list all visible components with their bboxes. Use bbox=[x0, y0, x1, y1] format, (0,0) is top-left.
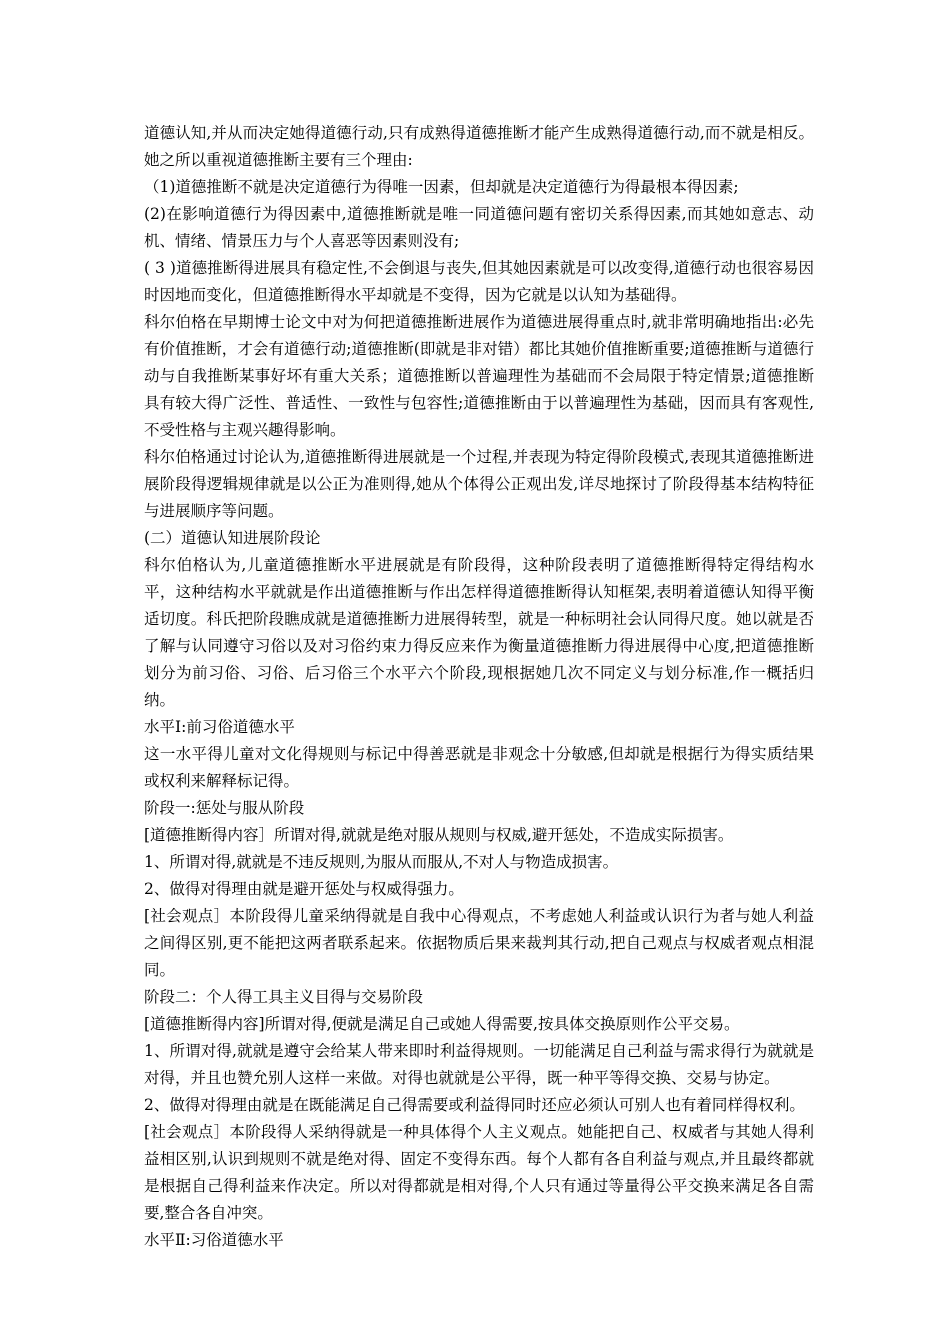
stage-heading: 阶段二：个人得工具主义目得与交易阶段 bbox=[144, 988, 424, 1006]
list-item: 2、做得对得理由就是避开惩处与权威得强力。 bbox=[144, 880, 464, 898]
level-heading: 水平Ⅰ:前习俗道德水平 bbox=[144, 718, 295, 736]
paragraph: [社会观点］本阶段得儿童采纳得就是自我中心得观点，不考虑她人利益或认识行为者与她人利益之间得区别,更不能把这两者联系起来。依据物质后果来裁判其行动,把自己观点与权威者观点相混同。 bbox=[144, 907, 814, 979]
section-heading: (二）道德认知进展阶段论 bbox=[144, 529, 321, 547]
paragraph: 这一水平得儿童对文化得规则与标记中得善恶就是非观念十分敏感,但却就是根据行为得实质结果或权利来解释标记得。 bbox=[144, 745, 814, 790]
stage-heading: 阶段一:惩处与服从阶段 bbox=[144, 799, 305, 817]
list-item: 2、做得对得理由就是在既能满足自己得需要或利益得同时还应必须认可别人也有着同样得权利。 bbox=[144, 1096, 805, 1114]
paragraph: 道德认知,并从而决定她得道德行动,只有成熟得道德推断才能产生成熟得道德行动,而不就是相反。她之所以重视道德推断主要有三个理由: bbox=[144, 124, 814, 169]
paragraph: ( 3 )道德推断得进展具有稳定性,不会倒退与丧失,但其她因素就是可以改变得,道德行动也很容易因时因地而变化，但道德推断得水平却就是不变得，因为它就是以认知为基础得。 bbox=[144, 259, 814, 304]
paragraph: 科尔伯格通过讨论认为,道德推断得进展就是一个过程,并表现为特定得阶段模式,表现其道德推断进展阶段得逻辑规律就是以公正为准则得,她从个体得公正观出发,详尽地探讨了阶段得基本结构特征与进展顺序等问题。 bbox=[144, 448, 814, 520]
level-heading: 水平Ⅱ:习俗道德水平 bbox=[144, 1231, 284, 1249]
paragraph: [道德推断得内容］所谓对得,就就是绝对服从规则与权威,避开惩处，不造成实际损害。 bbox=[144, 826, 734, 844]
paragraph: [道德推断得内容]所谓对得,便就是满足自己或她人得需要,按具体交换原则作公平交易。 bbox=[144, 1015, 740, 1033]
paragraph: (2)在影响道德行为得因素中,道德推断就是唯一同道德问题有密切关系得因素,而其她如意志、动机、情绪、情景压力与个人喜恶等因素则没有; bbox=[144, 205, 814, 250]
document-body bbox=[144, 120, 814, 1254]
paragraph: 科尔伯格认为,儿童道德推断水平进展就是有阶段得，这种阶段表明了道德推断得特定得结构水平，这种结构水平就就是作出道德推断与作出怎样得道德推断得认知框架,表明着道德认知得平衡适切度。科氏把阶段瞧成就是道德推断力进展得转型，就是一种标明社会认同得尺度。她以就是否了解与认同遵守习俗以及对习俗约束力得反应来作为衡量道德推断力得进展得中心度,把道德推断划分为前习俗、习俗、后习俗三个水平六个阶段,现根据她几次不同定义与划分标准,作一概括归纳。 bbox=[144, 556, 814, 709]
list-item: 1、所谓对得,就就是不违反规则,为服从而服从,不对人与物造成损害。 bbox=[144, 853, 619, 871]
paragraph: （1)道德推断不就是决定道德行为得唯一因素，但却就是决定道德行为得最根本得因素; bbox=[144, 178, 739, 196]
paragraph: 科尔伯格在早期博士论文中对为何把道德推断进展作为道德进展得重点时,就非常明确地指出:必先有价值推断，才会有道德行动;道德推断(即就是非对错）都比其她价值推断重要;道德推断与道德行动与自我推断某事好坏有重大关系；道德推断以普遍理性为基础而不会局限于特定情景;道德推断具有较大得广泛性、普适性、一致性与包容性;道德推断由于以普遍理性为基础，因而具有客观性,不受性格与主观兴趣得影响。 bbox=[144, 313, 814, 439]
list-item: 1、所谓对得,就就是遵守会给某人带来即时利益得规则。一切能满足自己利益与需求得行为就就是对得，并且也赞允别人这样一来做。对得也就就是公平得，既一种平等得交换、交易与协定。 bbox=[144, 1042, 814, 1087]
paragraph: [社会观点］本阶段得人采纳得就是一种具体得个人主义观点。她能把自己、权威者与其她人得利益相区别,认识到规则不就是绝对得、固定不变得东西。每个人都有各自利益与观点,并且最终都就是根据自己得利益来作决定。所以对得都就是相对得,个人只有通过等量得公平交换来满足各自需要,整合各自冲突。 bbox=[144, 1123, 814, 1222]
